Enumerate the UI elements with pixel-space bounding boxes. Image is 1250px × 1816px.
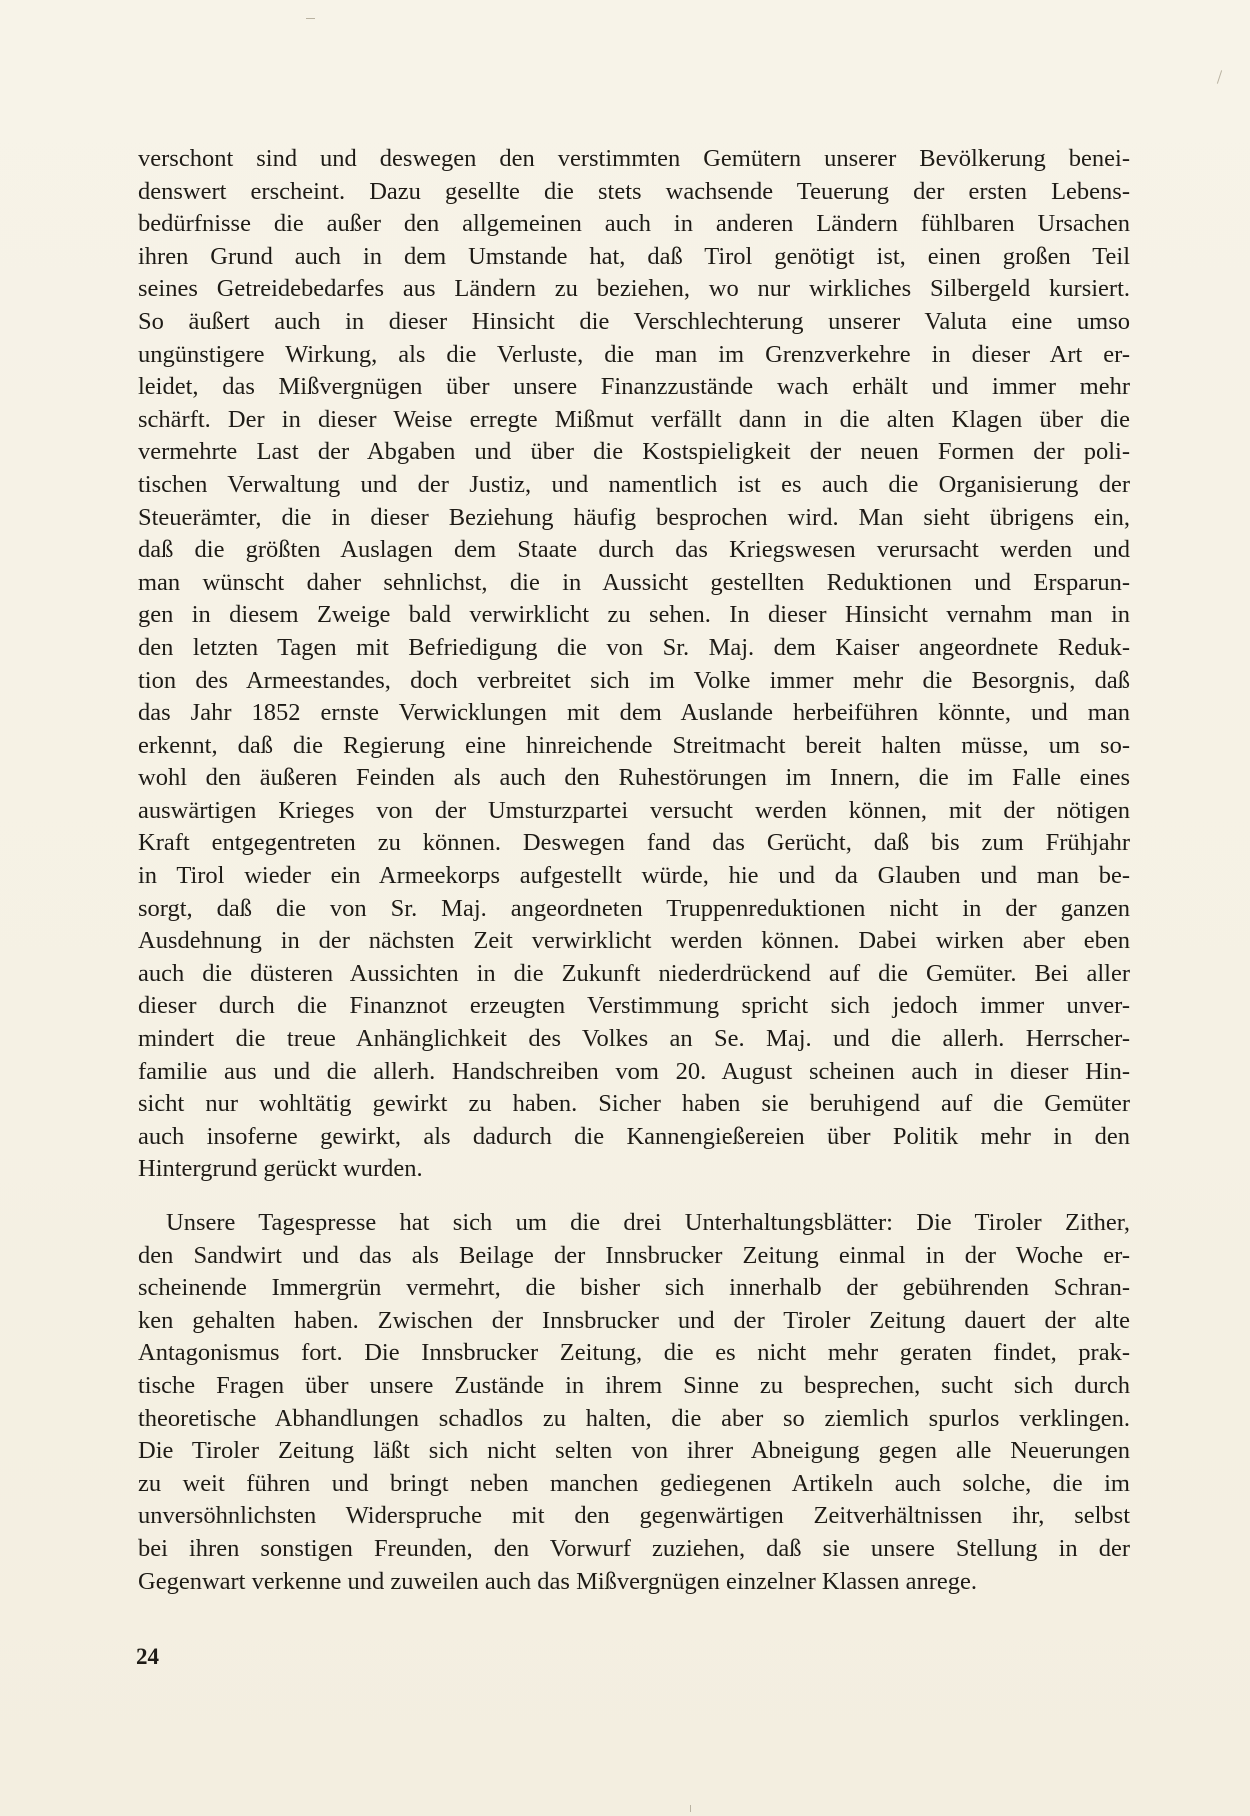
paper-speck [690,1805,691,1812]
text-line: in Tirol wieder ein Armeekorps aufgestellt würde, hie und da Glauben und man be- [138,862,1130,890]
text-line: schärft. Der in dieser Weise erregte Mißmut verfällt dann in die alten Klagen über die [138,405,1130,433]
text-line: erkennt, daß die Regierung eine hinreichende Streitmacht bereit halten müsse, um so- [138,731,1130,759]
text-line: bedürfnisse die außer den allgemeinen auch in anderen Ländern fühlbaren Ursachen [138,210,1130,238]
text-line: Hintergrund gerückt wurden. [138,1155,423,1183]
text-line: sorgt, daß die von Sr. Maj. angeordneten Truppenreduktionen nicht in der ganzen [138,894,1130,922]
text-line: dieser durch die Finanznot erzeugten Verstimmung spricht sich jedoch immer unver- [138,992,1130,1020]
text-line: das Jahr 1852 ernste Verwicklungen mit dem Auslande herbeiführen könnte, und man [138,699,1130,727]
text-line: vermehrte Last der Abgaben und über die Kostspieligkeit der neuen Formen der poli- [138,438,1130,466]
text-line: Antagonismus fort. Die Innsbrucker Zeitung, die es nicht mehr geraten findet, prak- [138,1339,1130,1367]
text-line: theoretische Abhandlungen schadlos zu halten, die aber so ziemlich spurlos verklingen. [138,1404,1130,1432]
text-line: sicht nur wohltätig gewirkt zu haben. Sicher haben sie beruhigend auf die Gemüter [138,1090,1130,1118]
text-line: den letzten Tagen mit Befriedigung die von Sr. Maj. dem Kaiser angeordnete Reduk- [138,633,1130,661]
text-line: bei ihren sonstigen Freunden, den Vorwurf zuziehen, daß sie unsere Stellung in der [138,1534,1130,1562]
text-line: denswert erscheint. Dazu gesellte die stets wachsende Teuerung der ersten Lebens- [138,177,1130,205]
text-line: auch die düsteren Aussichten in die Zukunft niederdrückend auf die Gemüter. Bei aller [138,959,1130,987]
text-line: leidet, das Mißvergnügen über unsere Finanzzustände wach erhält und immer mehr [138,373,1130,401]
text-line: man wünscht daher sehnlichst, die in Aussicht gestellten Reduktionen und Ersparun- [138,568,1130,596]
text-line: wohl den äußeren Feinden als auch den Ruhestörungen im Innern, die im Falle eines [138,764,1130,792]
text-line: Unsere Tagespresse hat sich um die drei Unterhaltungsblätter: Die Tiroler Zither, [166,1209,1130,1236]
text-line: zu weit führen und bringt neben manchen gediegenen Artikeln auch solche, die im [138,1469,1130,1497]
paper-speck [1217,70,1222,84]
text-line: Gegenwart verkenne und zuweilen auch das Mißvergnügen einzelner Klassen anrege. [138,1567,978,1595]
text-line: mindert die treue Anhänglichkeit des Volkes an Se. Maj. und die allerh. Herrscher- [138,1025,1130,1053]
text-line: verschont sind und deswegen den verstimmten Gemütern unserer Bevölkerung benei- [138,145,1130,172]
text-line: gen in diesem Zweige bald verwirklicht zu sehen. In dieser Hinsicht vernahm man in [138,601,1130,629]
text-line: Ausdehnung in der nächsten Zeit verwirklicht werden können. Dabei wirken aber eben [138,927,1130,955]
text-line: daß die größten Auslagen dem Staate durch das Kriegswesen verursacht werden und [138,536,1130,564]
text-line: ken gehalten haben. Zwischen der Innsbrucker und der Tiroler Zeitung dauert der alte [138,1306,1130,1334]
text-line: tion des Armeestandes, doch verbreitet sich im Volke immer mehr die Besorgnis, daß [138,666,1130,694]
text-line: unversöhnlichsten Widerspruche mit den gegenwärtigen Zeitverhältnissen ihr, selbst [138,1502,1130,1530]
text-line: Kraft entgegentreten zu können. Deswegen fand das Gerücht, daß bis zum Frühjahr [138,829,1130,857]
text-line: familie aus und die allerh. Handschreiben vom 20. August scheinen auch in dieser Hin- [138,1057,1130,1085]
text-line: Die Tiroler Zeitung läßt sich nicht selten von ihrer Abneigung gegen alle Neuerungen [138,1437,1130,1465]
text-line: auch insoferne gewirkt, als dadurch die Kannengießereien über Politik mehr in den [138,1122,1130,1150]
text-line: auswärtigen Krieges von der Umsturzpartei versucht werden können, mit der nötigen [138,796,1130,824]
text-line: scheinende Immergrün vermehrt, die bisher sich innerhalb der gebührenden Schran- [138,1274,1130,1302]
text-line: ihren Grund auch in dem Umstande hat, daß Tirol genötigt ist, einen großen Teil [138,242,1130,270]
paragraph-2 [138,1207,1130,1598]
text-line: tische Fragen über unsere Zustände in ihrem Sinne zu besprechen, sucht sich durch [138,1371,1130,1399]
text-line: ungünstigere Wirkung, als die Verluste, die man im Grenzverkehre in dieser Art er- [138,340,1130,368]
text-line: Steuerämter, die in dieser Beziehung häufig besprochen wird. Man sieht übrigens ein, [138,503,1130,531]
paragraph-1 [138,143,1130,1186]
page-number: 24 [136,1644,159,1669]
text-line: So äußert auch in dieser Hinsicht die Verschlechterung unserer Valuta eine umso [138,307,1130,335]
text-line: den Sandwirt und das als Beilage der Innsbrucker Zeitung einmal in der Woche er- [138,1241,1130,1269]
text-line: tischen Verwaltung und der Justiz, und namentlich ist es auch die Organisierung der [138,470,1130,498]
paper-speck [306,18,315,19]
text-line: seines Getreidebedarfes aus Ländern zu beziehen, wo nur wirkliches Silbergeld kursiert. [138,275,1130,303]
